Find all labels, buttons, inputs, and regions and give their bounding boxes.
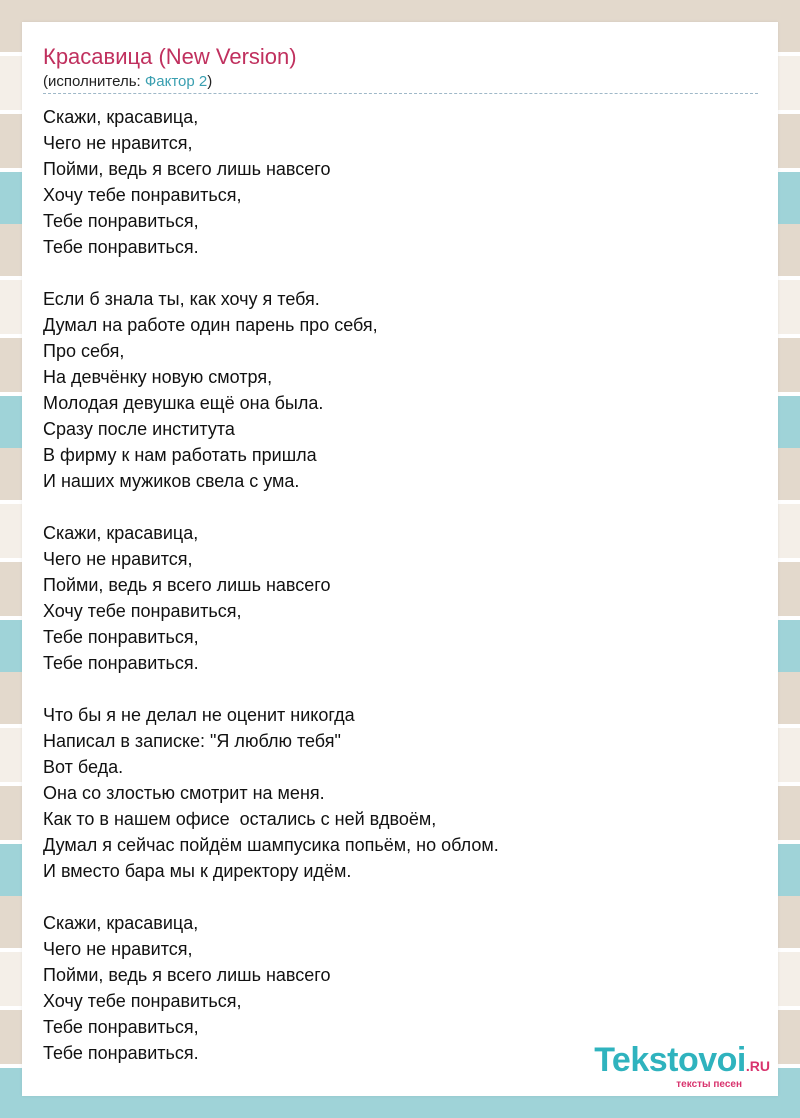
lyric-line: На девчёнку новую смотря, bbox=[43, 367, 273, 387]
lyric-line bbox=[43, 494, 499, 520]
lyric-line: В фирму к нам работать пришла bbox=[43, 445, 317, 465]
lyric-line: Чего не нравится, bbox=[43, 133, 193, 153]
lyric-line: Тебе понравиться. bbox=[43, 1043, 199, 1063]
lyric-line: Тебе понравиться. bbox=[43, 237, 199, 257]
artist-link[interactable]: Фактор 2 bbox=[144, 73, 208, 90]
song-title: Красавица (New Version) bbox=[43, 44, 297, 69]
logo-tld: .RU bbox=[745, 1058, 770, 1074]
lyric-line: Пойми, ведь я всего лишь навсего bbox=[43, 159, 331, 179]
lyric-line bbox=[43, 260, 499, 286]
lyric-line: И вместо бара мы к директору идём. bbox=[43, 861, 352, 881]
lyric-line bbox=[43, 884, 499, 910]
lyrics-body bbox=[43, 104, 499, 1066]
lyric-line: Хочу тебе понравиться, bbox=[43, 601, 242, 621]
lyric-line bbox=[43, 676, 499, 702]
artist-suffix: ) bbox=[207, 73, 213, 90]
lyric-line: Хочу тебе понравиться, bbox=[43, 991, 242, 1011]
lyric-line: И наших мужиков свела с ума. bbox=[43, 471, 300, 491]
lyric-line: Скажи, красавица, bbox=[43, 523, 199, 543]
lyric-line: Написал в записке: "Я люблю тебя" bbox=[43, 731, 341, 751]
lyric-line: Она со злостью смотрит на меня. bbox=[43, 783, 325, 803]
lyrics-card bbox=[22, 22, 778, 1096]
lyric-line: Тебе понравиться. bbox=[43, 653, 199, 673]
lyric-line: Тебе понравиться, bbox=[43, 627, 199, 647]
lyric-line: Что бы я не делал не оценит никогда bbox=[43, 705, 355, 725]
logo-name: Tekstovoi bbox=[594, 1041, 746, 1079]
lyric-line: Пойми, ведь я всего лишь навсего bbox=[43, 965, 331, 985]
lyric-line: Если б знала ты, как хочу я тебя. bbox=[43, 289, 320, 309]
lyric-line: Тебе понравиться, bbox=[43, 211, 199, 231]
lyric-line: Про себя, bbox=[43, 341, 125, 361]
lyric-line: Чего не нравится, bbox=[43, 939, 193, 959]
logo-tagline: тексты песен bbox=[676, 1079, 742, 1090]
lyric-line: Скажи, красавица, bbox=[43, 913, 199, 933]
lyric-line: Скажи, красавица, bbox=[43, 107, 199, 127]
lyric-line: Хочу тебе понравиться, bbox=[43, 185, 242, 205]
lyric-line: Тебе понравиться, bbox=[43, 1017, 199, 1037]
site-logo[interactable] bbox=[594, 1043, 770, 1090]
lyric-line: Пойми, ведь я всего лишь навсего bbox=[43, 575, 331, 595]
lyric-line: Как то в нашем офисе остались с ней вдвоём, bbox=[43, 809, 437, 829]
lyric-line: Вот беда. bbox=[43, 757, 124, 777]
artist-line bbox=[43, 72, 212, 92]
lyric-line: Молодая девушка ещё она была. bbox=[43, 393, 324, 413]
artist-prefix: (исполнитель: bbox=[43, 73, 145, 90]
lyric-line: Чего не нравится, bbox=[43, 549, 193, 569]
title-divider bbox=[43, 93, 758, 94]
lyric-line: Сразу после института bbox=[43, 419, 235, 439]
lyric-line: Думал я сейчас пойдём шампусика попьём, но облом. bbox=[43, 835, 499, 855]
lyric-line: Думал на работе один парень про себя, bbox=[43, 315, 378, 335]
